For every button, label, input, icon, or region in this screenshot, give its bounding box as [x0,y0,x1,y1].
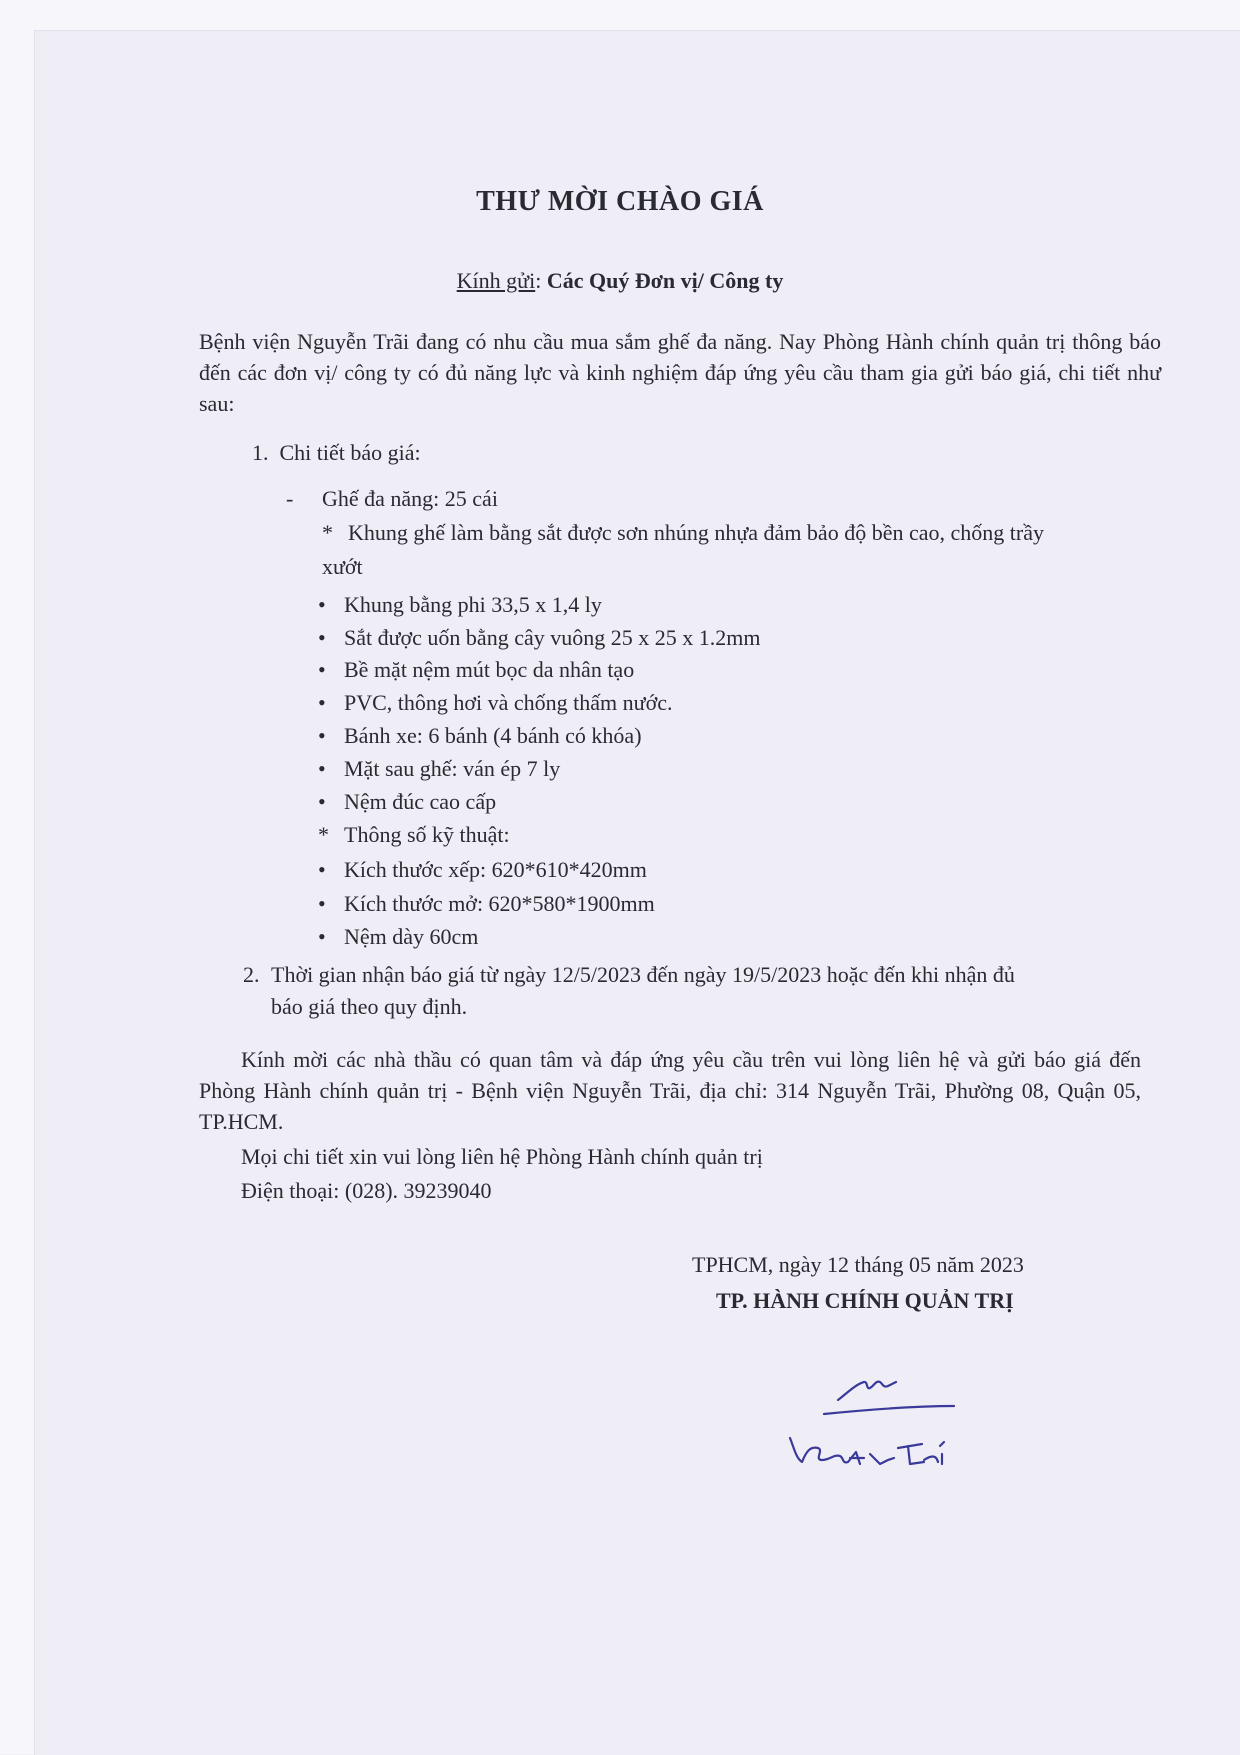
salutation [0,268,1240,294]
tech-spec-item [318,891,655,917]
spec-text: Khung bằng phi 33,5 x 1,4 ly [344,592,602,617]
tech-heading-marker: * [318,822,329,847]
intro-paragraph [199,326,1161,419]
spec-text: Kích thước mở: 620*580*1900mm [344,891,655,916]
frame-note-line-1: Khung ghế làm bằng sắt được sơn nhúng nhựa đảm bảo độ bền cao, chống trầy [348,520,1044,545]
tech-spec-item [318,857,647,883]
spec-bullet: • [318,657,326,682]
tech-spec-item [318,924,478,950]
spec-text: Mặt sau ghế: ván ép 7 ly [344,756,561,781]
intro-text: Bệnh viện Nguyễn Trãi đang có nhu cầu mua sắm ghế đa năng. Nay Phòng Hành chính quản trị thông báo đến các đơn vị/ công ty có đủ năng lực và kinh nghiệm đáp ứng yêu cầu tham gia gửi báo giá, chi tiết như sau: [199,329,1161,416]
spec-bullet: • [318,857,326,882]
section-2-line-1: Thời gian nhận báo giá từ ngày 12/5/2023 đến ngày 19/5/2023 hoặc đến khi nhận đủ [271,962,1015,987]
spec-item [318,789,496,815]
section-2 [243,962,1015,988]
section-2-continuation: báo giá theo quy định. [271,994,468,1019]
section-1-text: Chi tiết báo giá: [279,440,421,465]
spec-text: Nệm đúc cao cấp [344,789,497,814]
section-1-heading [252,440,421,466]
spec-bullet: • [318,756,326,781]
document-title: THƯ MỜI CHÀO GIÁ [476,186,764,217]
spec-text: Kích thước xếp: 620*610*420mm [344,857,647,882]
spec-bullet: • [318,789,326,814]
spec-bullet: • [318,891,326,916]
section-1-number: 1. [252,440,269,465]
spec-bullet: • [318,723,326,748]
spec-item [318,657,634,683]
invitation-text: Kính mời các nhà thầu có quan tâm và đáp ứng yêu cầu trên vui lòng liên hệ và gửi báo giá đến Phòng Hành chính quản trị - Bệnh viện Nguyễn Trãi, địa chỉ: 314 Nguyễn Trãi, Phường 08, Quận 05, TP.HCM. [199,1047,1141,1134]
salutation-separator: : [535,268,547,293]
spec-item [318,723,642,749]
contact-line: Mọi chi tiết xin vui lòng liên hệ Phòng Hành chính quản trị [241,1144,763,1169]
spec-bullet: • [318,924,326,949]
salutation-recipient: Các Quý Đơn vị/ Công ty [546,268,784,293]
frame-note-marker: * [322,520,333,545]
spec-text: Bánh xe: 6 bánh (4 bánh có khóa) [344,723,642,748]
item-main-marker: - [286,486,294,511]
item-main [286,486,498,512]
spec-bullet: • [318,592,326,617]
phone-line: Điện thoại: (028). 39239040 [241,1178,492,1203]
tech-heading-text: Thông số kỹ thuật: [344,822,510,847]
spec-text: Sắt được uốn bằng cây vuông 25 x 25 x 1.2mm [344,625,761,650]
salutation-label: Kính gửi [456,268,536,293]
spec-text: Bề mặt nệm mút bọc da nhân tạo [344,657,635,682]
handwritten-signature [784,1368,1004,1478]
spec-text: PVC, thông hơi và chống thấm nước. [344,690,673,715]
tech-heading [318,822,510,848]
frame-note [322,520,1044,546]
invitation-paragraph [199,1044,1141,1137]
item-main-text: Ghế đa năng: 25 cái [322,486,498,511]
signature-date: TPHCM, ngày 12 tháng 05 năm 2023 [692,1252,1024,1277]
spec-bullet: • [318,690,326,715]
spec-text: Nệm dày 60cm [344,924,479,949]
spec-item [318,756,560,782]
spec-item [318,625,760,651]
frame-note-continuation: xướt [322,554,363,579]
spec-item [318,690,673,716]
spec-bullet: • [318,625,326,650]
section-2-number: 2. [243,962,260,987]
signature-title: TP. HÀNH CHÍNH QUẢN TRỊ [716,1288,1014,1313]
spec-item [318,592,602,618]
